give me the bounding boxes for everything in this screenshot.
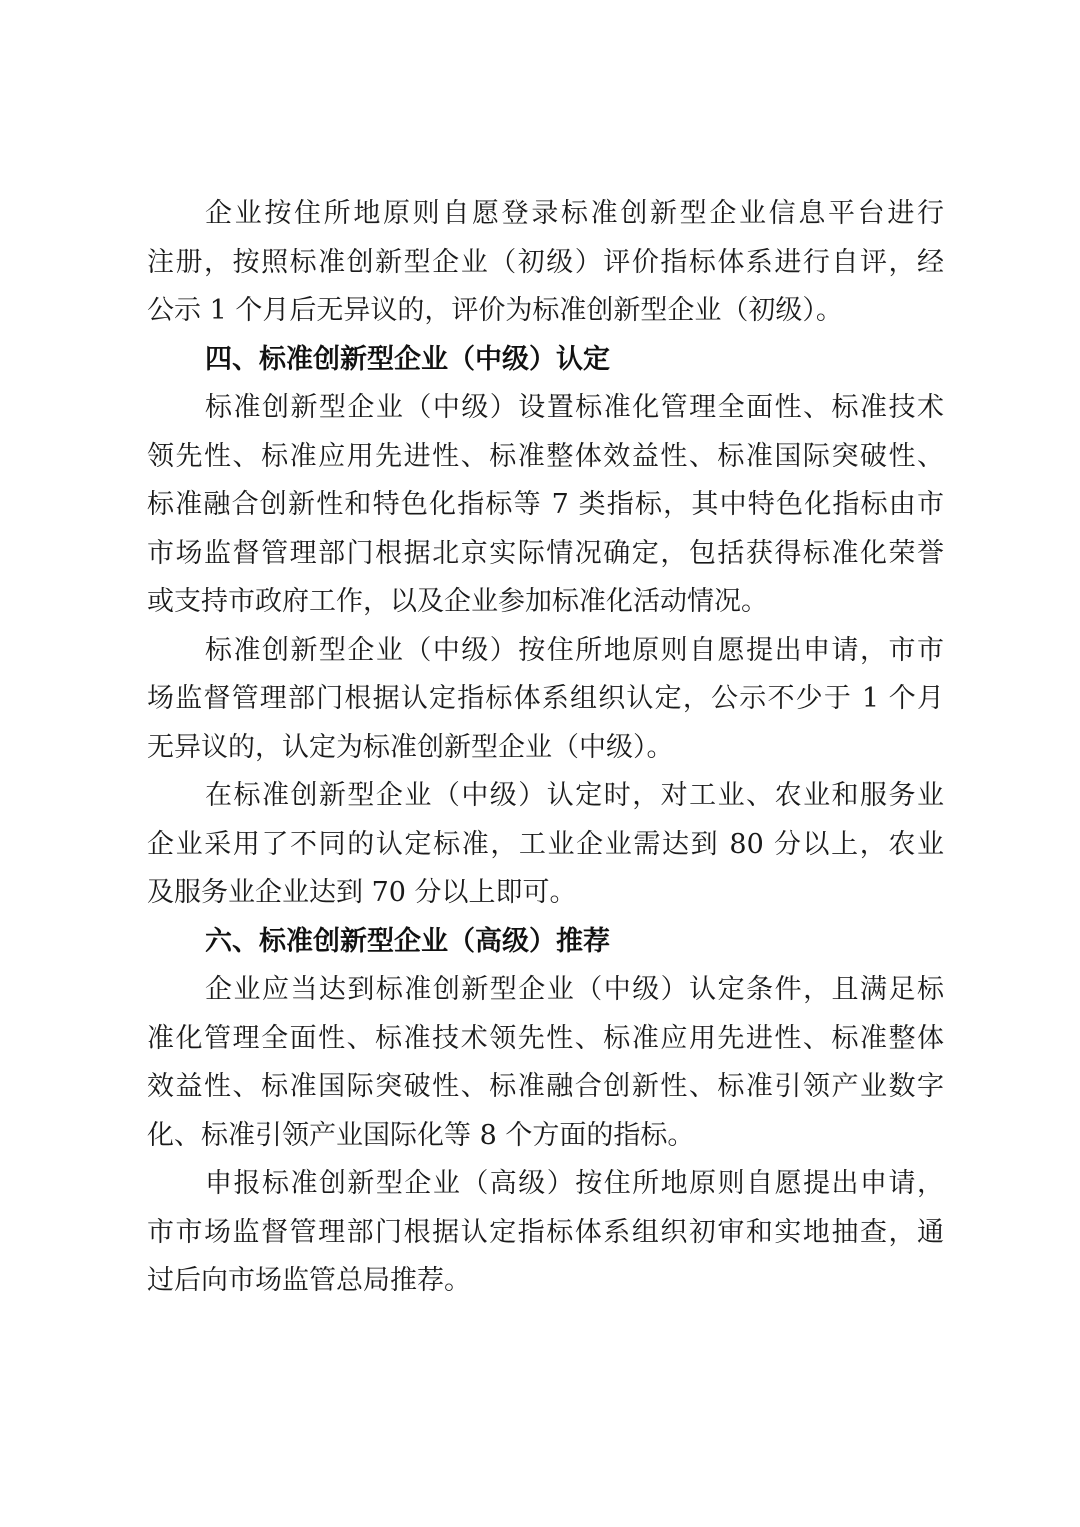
document-page (147, 190, 944, 1306)
paragraph (147, 772, 944, 918)
text-line: 场监督管理部门根据认定指标体系组织认定，公示不少于 1 个月 (147, 683, 944, 714)
paragraph (147, 627, 944, 773)
section-heading (147, 336, 944, 385)
text-line: 注册，按照标准创新型企业（初级）评价指标体系进行自评，经 (147, 246, 944, 278)
text-line: 申报标准创新型企业（高级）按住所地原则自愿提出申请， (205, 1168, 944, 1199)
text-line: 市场监督管理部门根据北京实际情况确定，包括获得标准化荣誉 (147, 537, 944, 569)
text-line: 企业应当达到标准创新型企业（中级）认定条件，且满足标 (205, 974, 944, 1005)
heading-text: 六、标准创新型企业（高级）推荐 (205, 925, 610, 957)
text-line: 公示 1 个月后无异议的，评价为标准创新型企业（初级）。 (147, 295, 843, 326)
text-line: 领先性、标准应用先进性、标准整体效益性、标准国际突破性、 (147, 440, 944, 472)
paragraph (147, 190, 944, 336)
text-line: 化、标准引领产业国际化等 8 个方面的指标。 (147, 1119, 695, 1151)
text-line: 或支持市政府工作，以及企业参加标准化活动情况。 (147, 586, 768, 617)
text-line: 企业采用了不同的认定标准，工业企业需达到 80 分以上，农业 (147, 828, 944, 860)
paragraph (147, 1160, 944, 1306)
text-line: 准化管理全面性、标准技术领先性、标准应用先进性、标准整体 (147, 1022, 944, 1054)
paragraph (147, 966, 944, 1160)
text-line: 标准融合创新性和特色化指标等 7 类指标，其中特色化指标由市 (147, 489, 944, 520)
heading-text: 四、标准创新型企业（中级）认定 (205, 343, 610, 375)
text-line: 市市场监督管理部门根据认定指标体系组织初审和实地抽查，通 (147, 1216, 944, 1248)
paragraph (147, 384, 944, 627)
text-line: 无异议的，认定为标准创新型企业（中级）。 (147, 731, 674, 763)
text-line: 效益性、标准国际突破性、标准融合创新性、标准引领产业数字 (147, 1071, 944, 1102)
text-line: 标准创新型企业（中级）设置标准化管理全面性、标准技术 (205, 392, 944, 423)
text-line: 企业按住所地原则自愿登录标准创新型企业信息平台进行 (205, 198, 944, 229)
section-heading (147, 918, 944, 967)
text-line: 及服务业企业达到 70 分以上即可。 (147, 877, 577, 908)
text-line: 标准创新型企业（中级）按住所地原则自愿提出申请，市市 (205, 634, 944, 666)
text-line: 过后向市场监管总局推荐。 (147, 1265, 471, 1296)
text-line: 在标准创新型企业（中级）认定时，对工业、农业和服务业 (205, 780, 944, 811)
